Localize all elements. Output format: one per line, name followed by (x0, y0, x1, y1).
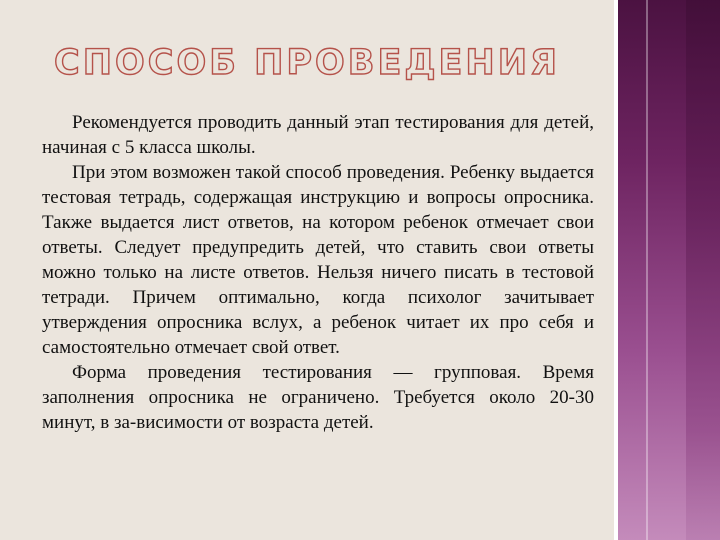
body-paragraph-3: Форма проведения тестирования — групповая. Время заполнения опросника не ограничено. Требуется около 20-30 минут, в за-висимости от возраста детей. (42, 362, 594, 433)
slide-title: СПОСОБ ПРОВЕДЕНИЯ (54, 43, 560, 83)
slide-body (42, 110, 594, 435)
body-paragraph-2: При этом возможен такой способ проведения. Ребенку выдается тестовая тетрадь, содержащая инструкцию и вопросы опросника. Также выдается лист ответов, на котором ребенок отмечает свои ответы. Следует предупредить детей, что ставить свои ответы можно только на листе ответов. Нельзя ничего писать в тестовой тетради. Причем оптимально, когда психолог зачитывает утверждения опросника вслух, а ребенок читает их про себя и самостоятельно отмечает свой ответ. (42, 162, 594, 358)
body-paragraph-1: Рекомендуется проводить данный этап тестирования для детей, начиная с 5 класса школы. (42, 112, 594, 158)
side-divider-line (646, 0, 648, 540)
side-decoration-shade (686, 0, 720, 540)
